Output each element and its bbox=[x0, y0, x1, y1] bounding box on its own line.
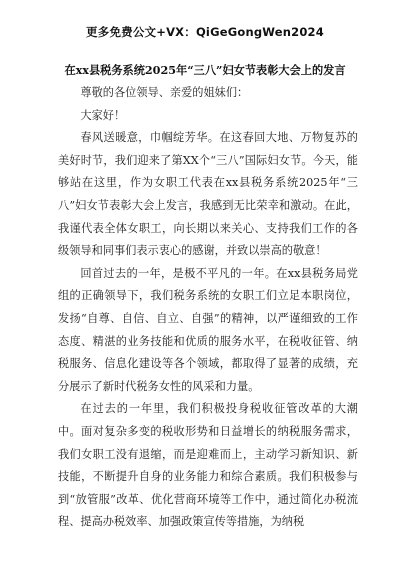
body-paragraph-1: 春风送暖意，巾帼绽芳华。在这春回大地、万物复苏的美好时节，我们迎来了第XX个“三八”国际妇女节。今天，能够站在这里，作为女职工代表在xx县税务系统2025年“三八”妇女节表彰大会上发言，我感到无比荣幸和激动。在此，我谨代表全体女职工，向长期以来关心、支持我们工作的各级领导和同事们表示衷心的感谢，并致以崇高的敬意！ bbox=[58, 131, 358, 258]
document-body bbox=[58, 82, 358, 534]
promo-header: 更多免费公文+VX：QiGeGongWen2024 bbox=[86, 25, 324, 39]
document-title: 在xx县税务系统2025年“三八”妇女节表彰大会上的发言 bbox=[64, 63, 346, 77]
body-paragraph-2: 回首过去的一年，是极不平凡的一年。在xx县税务局党组的正确领导下，我们税务系统的女职工们立足本职岗位，发扬“自尊、自信、自立、自强”的精神，以严谨细致的工作态度、精湛的业务技能和优质的服务水平，在税收征管、纳税服务、信息化建设等各个领域，都取得了显著的成绩，充分展示了新时代税务女性的风采和力量。 bbox=[58, 266, 358, 393]
greeting-paragraph: 大家好！ bbox=[80, 108, 126, 122]
salutation-paragraph: 尊敬的各位领导、亲爱的姐妹们： bbox=[80, 86, 249, 99]
body-paragraph-3: 在过去的一年里，我们积极投身税收征管改革的大潮中。面对复杂多变的税收形势和日益增长的纳税服务需求，我们女职工没有退缩，而是迎难而上，主动学习新知识、新技能，不断提升自身的业务能力和综合素质。我们积极参与到“放管服”改革、优化营商环境等工作中，通过简化办税流程、提高办税效率、加强政策宣传等措施，为纳税 bbox=[58, 402, 358, 529]
